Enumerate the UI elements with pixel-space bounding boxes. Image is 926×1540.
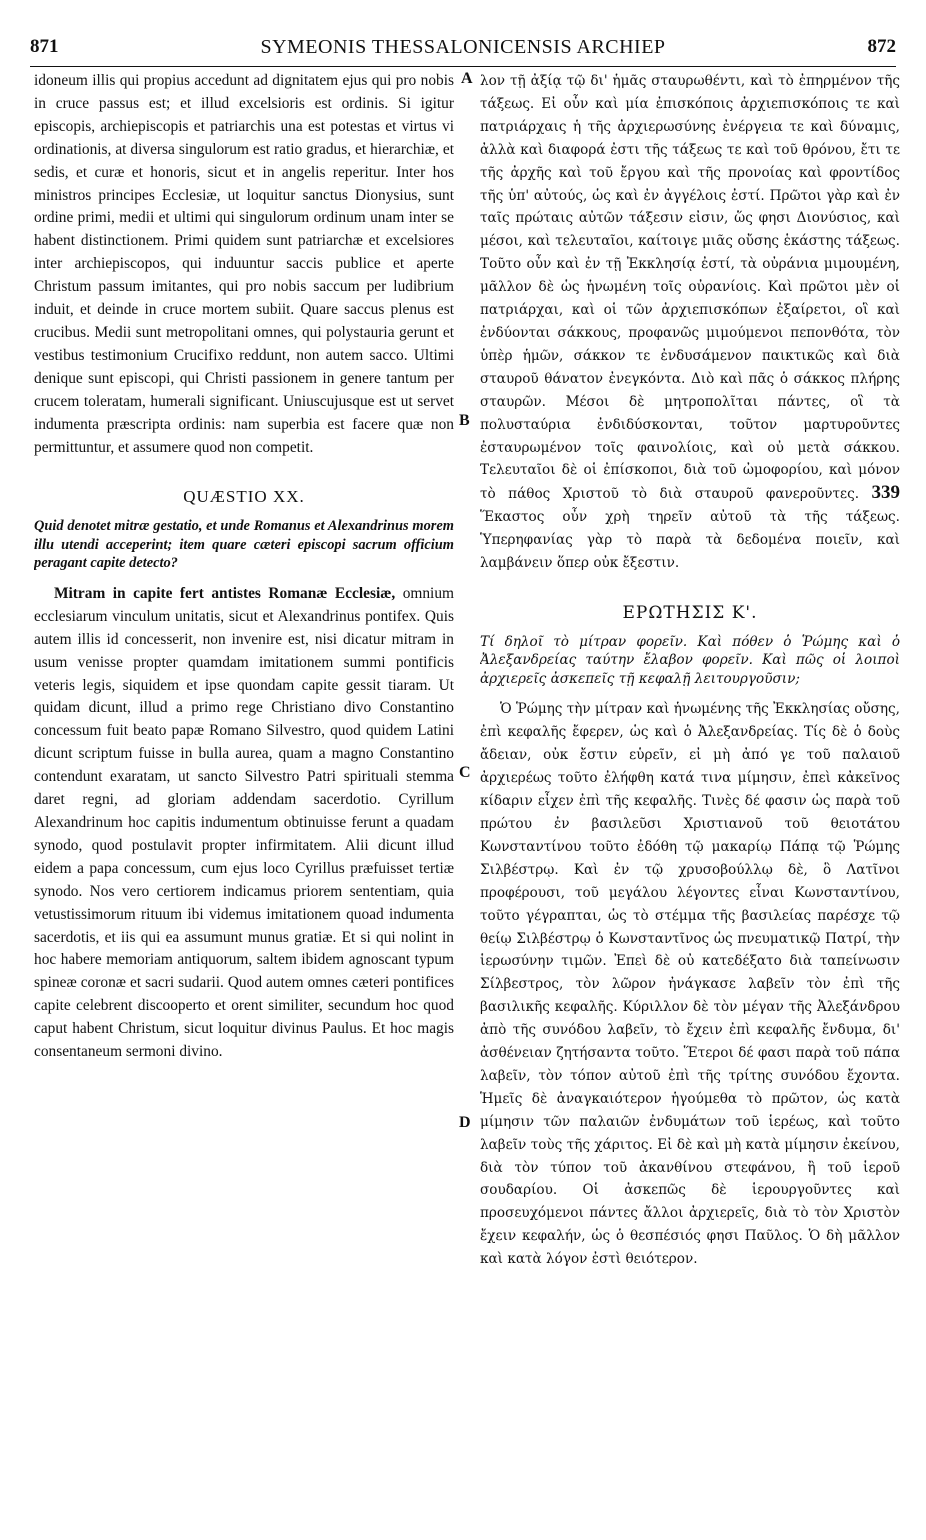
margin-letter-d: D	[459, 1114, 471, 1131]
latin-intro-paragraph: idoneum illis qui propius accedunt ad dignitatem ejus qui pro nobis in cruce passus est; et illud excelsioris est ordinis. Si igitur episcopis, archiepiscopis et patriarchis una est potestas et virtus vi ordinationis, at diversa singulorum est ratio gradus, et hierarchiæ, et sedis, et curæ et honoris, sicut et in angelis reperitur. Inter hos ministros principes Ecclesiæ, ut loquitur sanctus Dionysius, sunt ordine primi, medii et ultimi qui singulorum ordinum unam inter se habent distinctionem. Primi quidem sunt patriarchæ et excelsiores inter archiepiscopos, qui induuntur saccis publice et aperte Christum passum imitantes, qui pro nobis saccum per ludibrium induit, et deinde in cruce mortem subiit. Quare saccus plenus est crucibus. Medii sunt metropolitani omnes, qui polystauria gerunt et vestibus testimonium Crucifixo reddunt, non autem sacco. Ultimi denique sunt episcopi, qui Christi passionem in genere tantum per crucem toleratam, humerali significant. Uniuscujusque est ut servet indumenta præscripta ordinis: nam superbia est facere quæ non permittuntur, et assumere quod non competit.	[34, 72, 454, 456]
greek-question: Τί δηλοῖ τὸ μίτραν φορεῖν. Καὶ πόθεν ὁ Ῥώμης καὶ ὁ Ἀλεξανδρείας ταύτην ἔλαβον φορεῖν. Καὶ πῶς οἱ λοιποὶ ἀρχιερεῖς ἀσκεπεῖς τῇ κεφαλῇ λειτουργοῦσιν;	[480, 633, 900, 687]
greek-intro-text-a: λον τῇ ἀξίᾳ τῷ δι' ἡμᾶς σταυρωθέντι, καὶ τὸ ἐπηρμένον τῆς τάξεως. Εἰ οὖν καὶ μία ἐπισκόποις ἀρχιεπισκόποις τε καὶ πατριάρχαις ἡ τῆς ἀρχιερωσύνης ἐνέργεια τε καὶ δύναμις, ἀλλὰ καὶ διαφορά ἐστι τῆς τάξεως τε καὶ τοῦ θρόνου, ἔτι τε τῆς ἀρχῆς καὶ τοῦ ἔργου καὶ τῆς προνοίας καὶ φροντίδος τῆς ὑπ' αὐτούς, ὡς καὶ ἐν ἀγγέλοις ἐστί. Πρῶτοι γὰρ καὶ ἐν ταῖς πρώταις αὐτῶν τάξεσιν εἰσιν, ὥς φησι Διονύσιος, καὶ μέσοι, καὶ τελευταῖοι, καίτοιγε μιᾶς οὔσης ἑκάστης τάξεως. Τοῦτο οὖν καὶ ἐν τῇ Ἐκκλησίᾳ ἐστί, τὰ οὐράνια μιμουμένη, μᾶλλον δὲ ὡς ἡνωμένη τοῖς οὐρανίοις. Καὶ πρῶτοι μὲν οἱ πατριάρχαι, καὶ οἱ τῶν ἀρχιεπισκόπων ἐξαίρετοι, οἳ καὶ ἐνδύονται σάκκους, προφανῶς μιμούμενοι πεπονθότα, τὸν ὑπὲρ ἡμῶν, σάκκον τε ἐνδυσάμενον παικτικῶς καὶ διὰ σταυροῦ θάνατον ἐνεγκόντα. Διὸ καὶ πᾶς ὁ σάκκος πλήρης σταυρῶν. Μέσοι δὲ μητροπολῖται πάντες, οἳ τὰ πολυσταύρια ἐνδιδύσκονται, τοῦτον μαρτυροῦντες ἐσταυρωμένον τοῖς φαινολίοις, καὶ οὐ μετὰ σάκκου. Τελευταῖοι δὲ οἱ ἐπίσκοποι, διὰ τοῦ ὠμοφορίου, καὶ μόνον τὸ πάθος Χριστοῦ τὸ διὰ σταυροῦ φανεροῦντες.	[480, 73, 900, 503]
greek-intro-text-b: Ἕκαστος οὖν χρὴ τηρεῖν αὐτοῦ τὰ τῆς τάξεως. Ὑπερηφανίας γὰρ τὸ παρὰ τὰ δεδομένα ποιεῖν, καὶ λαμβάνειν ὅπερ οὐκ ἔξεστιν.	[480, 509, 900, 572]
latin-answer-text: omnium ecclesiarum vinculum unitatis, sicut et Alexandrinus pontifex. Quis autem illis id concesserit, non invenire est, nisi dicatur mitram in usum venisse propter quamdam imitationem summi pontificis veteris legis, siquidem et ipse quondam capite gessit tiaram. Ut quidam dicunt, illud a primo rege Christiano divo Constantino concessum fuit beato papæ Romano Silvestro, quod quidem Latini dicunt scriptum fuisse in bulla aurea, quam a magno Constantino contendunt exaratam, ut sancto Silvestro Patri spirituali stemma daret regni, ad gloriam addendam sacerdotio. Cyrillum Alexandrinum hoc capitis indumentum obtinuisse ferunt a quadam synodo, quod postulavit propter infirmitatem. Alii dicunt illud eidem a papa concessum, cum ejus loco Cyrillus præfuisset tertiæ synodo. Nos vero certiorem indicamus priorem sententiam, quia vetustissimorum rituum ibi videmus imitationem quoad indumenta sacerdotis, et iis qui ea assumunt munus gratiæ. Et si qui nolint in hoc habere memoriam antiquorum, saltem ibidem agnoscant typum spineæ coronæ et sacri sudarii. Quod autem omnes cæteri pontifices capite celebrent discooperto et orent similiter, secundum hoc quod caput habent Christum, sicut loquitur divinus Paulus. Et hoc magis consentaneum sermoni divino.	[34, 584, 454, 1061]
margin-letter-a: A	[461, 70, 473, 87]
latin-column	[34, 70, 454, 1430]
running-header	[30, 36, 896, 67]
page-number-left: 871	[30, 36, 59, 57]
margin-letter-b: B	[459, 412, 470, 429]
greek-answer-paragraph: Ὁ Ῥώμης τὴν μίτραν καὶ ἡνωμένης τῆς Ἐκκλησίας οὔσης, ἐπὶ κεφαλῆς ἔφερεν, ὡς καὶ ὁ Ἀλεξανδρείας. Τίς δὲ ὁ δοὺς ἄδειαν, οὐκ ἔστιν εὑρεῖν, εἰ μὴ ἀπό γε τοῦ παλαιοῦ ἀρχιερέως τοῦτο ἐλήφθη κατά τινα μίμησιν, ἐπεὶ κἀκεῖνος κίδαριν εἶχεν ἐπὶ τῆς κεφαλῆς. Τινὲς δέ φασιν ὡς παρὰ τοῦ πρώτου ἐν βασιλεῦσι Χριστιανοῦ τοῦ θειοτάτου Κωνσταντίνου τοῦτο ἐδόθη τῷ μακαρίῳ Πάπᾳ τῷ Ῥώμης Σιλβέστρῳ. Καὶ ἐν τῷ χρυσοβούλλῳ δὲ, ὃ Λατῖνοι προφέρουσι, τοῦ μεγάλου λέγοντες εἶναι Κωνσταντίνου, τοῦτο γέγραπται, ὡς τὸ στέμμα τῆς βασιλείας παρέσχε τῷ θείῳ Σιλβέστρῳ ὁ Κωνσταντῖνος ὡς πνευματικῷ Πατρί, τὴν ἱερωσύνην τιμῶν. Ἐπεὶ δὲ οὐ κατεδέξατο διὰ ταπείνωσιν Σίλβεστρος, τὸν λῶρον ἠνάγκασε λαβεῖν τὸν ἐπὶ τῆς βασιλικῆς κεφαλῆς. Κύριλλον δὲ τὸν μέγαν τῆς Ἀλεξάνδρου ἀπὸ τῆς συνόδου λαβεῖν, τὸ ἔχειν ἐπὶ κεφαλῆς ἔνδυμα, δι' ἀσθένειαν ζητήσαντα τοῦτο. Ἕτεροι δέ φασι παρὰ τοῦ πάπα λαβεῖν, τὸν τόπον αὐτοῦ ἐπὶ τῆς τρίτης συνόδου ἔχοντα. Ἡμεῖς δὲ ἀναγκαιότερον ἡγούμεθα τὸ πρῶτον, ὡς κατὰ μίμησιν τῶν παλαιῶν ἐνδυμάτων τοῦ ἱερέως, καὶ τοῦτο λαβεῖν τοὺς τῆς χάριτος. Εἰ δὲ καὶ μὴ κατὰ μίμησιν ἐκείνου, διὰ τὸν τύπον τοῦ ἀκανθίνου στεφάνου, ἢ τοῦ ἱεροῦ σουδαρίου. Οἱ ἀσκεπῶς δὲ ἱερουργοῦντες καὶ προσευχόμενοι πάντες ἄλλοι ἀρχιερεῖς, διὰ τὸ τὸν Χριστὸν ἔχειν κεφαλήν, ὡς ὁ θεσπέσιός φησι Παῦλος. Ὁ δὴ μᾶλλον καὶ κατὰ λόγον ἐστὶ θειότερον.	[480, 701, 900, 1268]
greek-column	[480, 70, 900, 1430]
margin-letter-c: C	[459, 764, 471, 781]
latin-section-title: QUÆSTIO XX.	[183, 487, 305, 507]
column-number-marker: 339	[871, 482, 900, 504]
latin-answer-lead: Mitram in capite fert antistes Romanæ Ecclesiæ,	[54, 584, 396, 602]
latin-question: Quid denotet mitræ gestatio, et unde Romanus et Alexandrinus morem illu utendi acceperint; item quare cæteri episcopi sacrum officium peragant capite detecto?	[34, 518, 454, 572]
greek-section-title: ΕΡΩΤΗΣΙΣ Κ'.	[622, 602, 758, 623]
running-title: SYMEONIS THESSALONICENSIS ARCHIEP	[260, 36, 666, 58]
latin-answer-paragraph	[34, 583, 454, 1064]
page-number-right: 872	[867, 36, 896, 57]
greek-intro-paragraph	[480, 70, 900, 575]
